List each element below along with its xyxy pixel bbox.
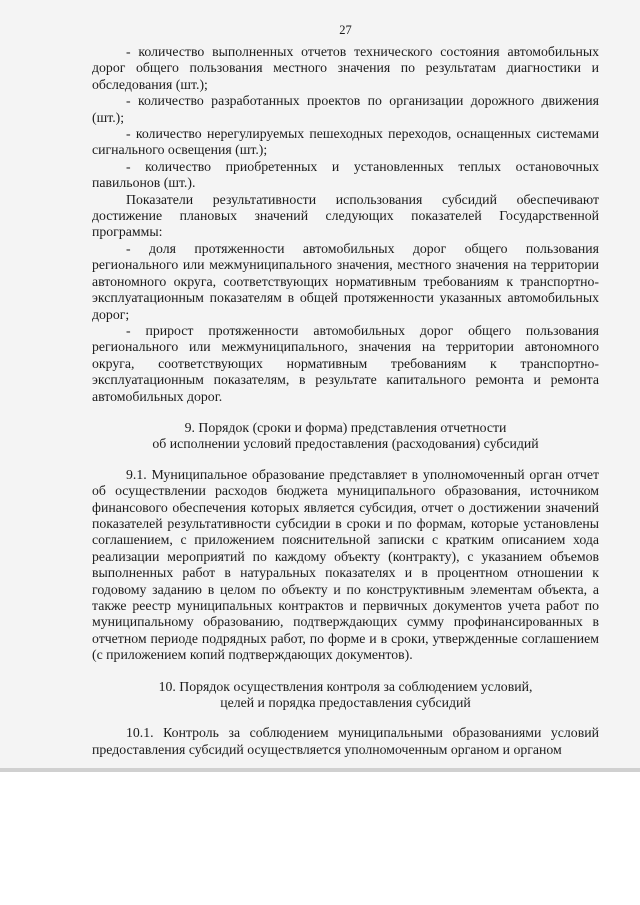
list-item: - количество выполненных отчетов технического состояния автомобильных дорог общего пользования местного значения по результатам диагностики и обследования (шт.); [92,44,599,92]
section-10-title-line-1: 10. Порядок осуществления контроля за соблюдением условий, [158,678,533,694]
list-item: - количество нерегулируемых пешеходных переходов, оснащенных системами сигнального освещения (шт.); [92,126,599,158]
section-9-title-line-2: об исполнении условий предоставления (расходования) субсидий [152,436,539,452]
page-number: 27 [339,23,352,37]
paragraph: Показатели результативности использования субсидий обеспечивают достижение плановых значений следующих показателей Государственной программы: [92,191,599,240]
list-item: - количество разработанных проектов по организации дорожного движения (шт.); [92,93,599,125]
section-10-title-line-2: целей и порядка предоставления субсидий [220,695,471,711]
section-10-heading [92,679,599,712]
list-item: - прирост протяженности автомобильных дорог общего пользования регионального или межмуниципального, значения на территории автономного округа, соответствующих нормативным требованиям к транспортно-эксплуатационным показателям, в результате капитального ремонта и ремонта автомобильных дорог. [92,322,599,404]
section-9-heading [92,420,599,453]
list-item: - доля протяженности автомобильных дорог общего пользования регионального или межмуниципального значения, местного значения на территории автономного округа, соответствующих нормативным требованиям к транспортно-эксплуатационным показателям в общей протяженности указанных автомобильных дорог; [92,240,599,322]
section-9-paragraph: 9.1. Муниципальное образование представляет в уполномоченный орган отчет об осуществлении расходов бюджета муниципального образования, источником финансового обеспечения которых является субсидия, отчет о достижении значений показателей результативности субсидии в сроки и по формам, которые установлены соглашением, с приложением пояснительной записки с кратким описанием хода реализации мероприятий по каждому объекту (контракту), с указанием объемов выполненных работ в натуральных показателях и в процентном отношении к годовому заданию в целом по объекту и по конструктивным элементам объекта, а также реестр муниципальных контрактов и первичных документов учета работ по муниципальному образованию, подтверждающих сумму профинансированных в отчетном периоде подрядных работ, по форме и в сроки, утвержденные соглашением (с приложением копий подтверждающих документов). [92,466,599,663]
section-10-paragraph: 10.1. Контроль за соблюдением муниципальными образованиями условий предоставления субсидий осуществляется уполномоченным органом и органом [92,725,599,757]
section-9-title-line-1: 9. Порядок (сроки и форма) представления отчетности [184,419,507,435]
list-item: - количество приобретенных и установленных теплых остановочных павильонов (шт.). [92,158,599,191]
page-content [92,22,599,758]
page-bottom-edge [0,768,640,772]
